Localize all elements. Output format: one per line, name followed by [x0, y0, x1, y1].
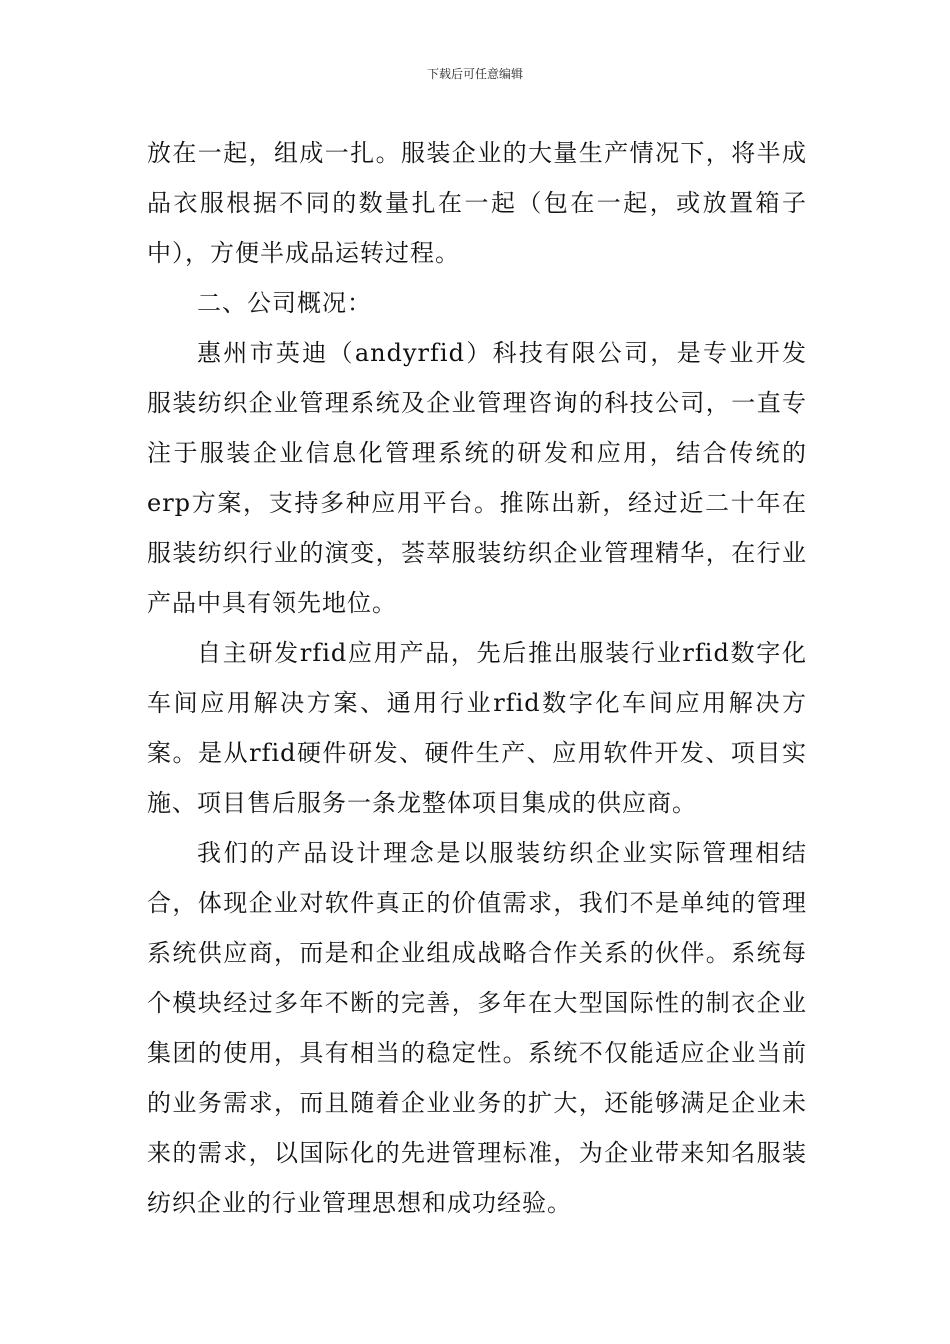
section-heading-company-overview: 二、公司概况： [197, 289, 372, 317]
paragraph-company-intro: 惠州市英迪（andyrfid）科技有限公司，是专业开发服装纺织企业管理系统及企业管理咨询的科技公司，一直专注于服装企业信息化管理系统的研发和应用，结合传统的erp方案，支持多种应用平台。推陈出新，经过近二十年在服装纺织行业的演变，荟萃服装纺织企业管理精华，在行业产品中具有领先地位。 [147, 339, 807, 617]
page-header: 下载后可任意编辑 [426, 67, 523, 81]
paragraph-rfid-products: 自主研发rfid应用产品，先后推出服装行业rfid数字化车间应用解决方案、通用行业rfid数字化车间应用解决方案。是从rfid硬件研发、硬件生产、应用软件开发、项目实施、项目售后服务一条龙整体项目集成的供应商。 [147, 639, 807, 817]
document-body [147, 128, 807, 1228]
paragraph-design-philosophy: 我们的产品设计理念是以服装纺织企业实际管理相结合，体现企业对软件真正的价值需求，我们不是单纯的管理系统供应商，而是和企业组成战略合作关系的伙伴。系统每个模块经过多年不断的完善，多年在大型国际性的制衣企业集团的使用，具有相当的稳定性。系统不仅能适应企业当前的业务需求，而且随着企业业务的扩大，还能够满足企业未来的需求，以国际化的先进管理标准，为企业带来知名服装纺织企业的行业管理思想和成功经验。 [147, 839, 807, 1217]
paragraph-continuation: 放在一起，组成一扎。服装企业的大量生产情况下，将半成品衣服根据不同的数量扎在一起（包在一起，或放置箱子中），方便半成品运转过程。 [147, 139, 807, 267]
